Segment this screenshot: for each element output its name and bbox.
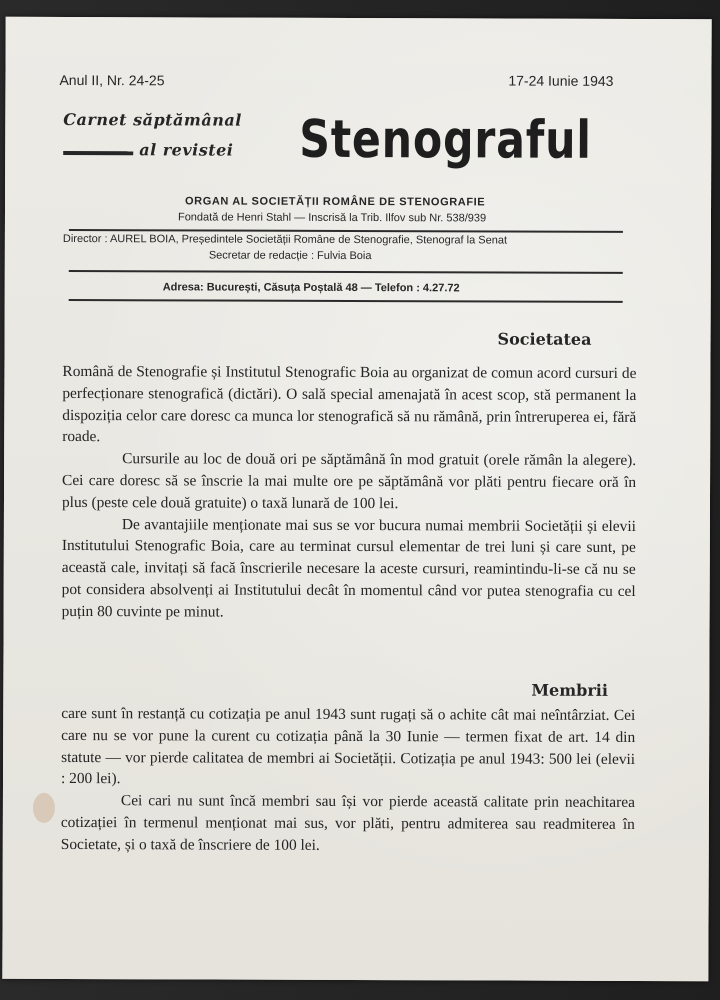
issue-number: Anul II, Nr. 24-25 xyxy=(59,71,165,89)
founded-line: Fondată de Henri Stahl — Inscrisă la Trib. Ilfov sub Nr. 538/939 xyxy=(177,211,487,225)
paragraph: Română de Stenografie și Institutul Stenografic Boia au organizat de comun acord cursuri de perfecționare stenografică (dictări). O sală special amenajată în acest scop, stă permanent la dispoziția celor care doresc ca munca lor stenografică să nu rămână, prin întreruperea ei, fără roade. xyxy=(62,362,637,446)
paragraph: De avantajiile menționate mai sus se vor bucura numai membrii Societății și elevii Institutului Stenografic Boia, care au terminat cursul elementar de trei luni și care sunt, pe această cale, invitați să facă înscrierile necesare la aceste cursuri, reamintindu-li-se că nu se pot considera absolvenți ai Institutului decât în momentul când vor putea stenografia cu cel puțin 80 cuvinte pe minut. xyxy=(61,515,636,621)
tagline-line1: Carnet săptămânal xyxy=(63,109,242,130)
address-line: Adresa: București, Căsuța Poștală 48 — Telefon : 4.27.72 xyxy=(162,281,460,295)
issue-date: 17-24 Iunie 1943 xyxy=(508,72,614,89)
tagline-rule xyxy=(63,151,133,155)
section-heading-membrii: Membrii xyxy=(531,680,608,700)
secretary-line: Secretar de redacție : Fulvia Boia xyxy=(208,249,372,263)
organ-line: ORGAN AL SOCIETĂȚII ROMÂNE DE STENOGRAFIE xyxy=(185,195,486,209)
paragraph: Cei cari nu sunt încă membri sau își vor pierde această calitate prin neachitarea cotizației în termenul menționat mai sus, vor plăti, pentru admiterea sau readmiterea în Societate, și o taxă de înscriere de 100 lei. xyxy=(60,792,635,854)
paragraph: Cursurile au loc de două ori pe săptămână în mod gratuit (orele rămân la alegere). Cei care doresc să se înscrie la mai multe ore pe săptămână vor plăti pentru fiecare oră în plus (peste cele două gratuite) o taxă lunară de 100 lei. xyxy=(61,450,637,512)
paragraph: care sunt în restanță cu cotizația pe anul 1943 sunt rugați să o achite cât mai neîntârziat. Cei care nu se vor pune la curent cu cotizația până la 30 Iunie — termen fixat de art. 14 din statute — vor pierde calitatea de membri ai Societății. Cotizația pe anul 1943: 500 lei (elevii : 200 lei). xyxy=(60,704,636,788)
newspaper-page xyxy=(2,17,711,981)
masthead-title: Stenograful xyxy=(299,109,592,171)
section-body-societatea xyxy=(62,361,637,625)
director-line: Director : AUREL BOIA, Președintele Societății Române de Stenografie, Stenograf la Senat xyxy=(62,232,508,247)
header-rule-middle xyxy=(69,270,623,274)
section-body-membrii xyxy=(61,703,636,858)
tagline-line2: al revistei xyxy=(139,140,234,160)
paper-stain xyxy=(33,793,55,823)
section-heading-societatea: Societatea xyxy=(497,329,592,349)
header-rule-bottom xyxy=(69,299,623,303)
